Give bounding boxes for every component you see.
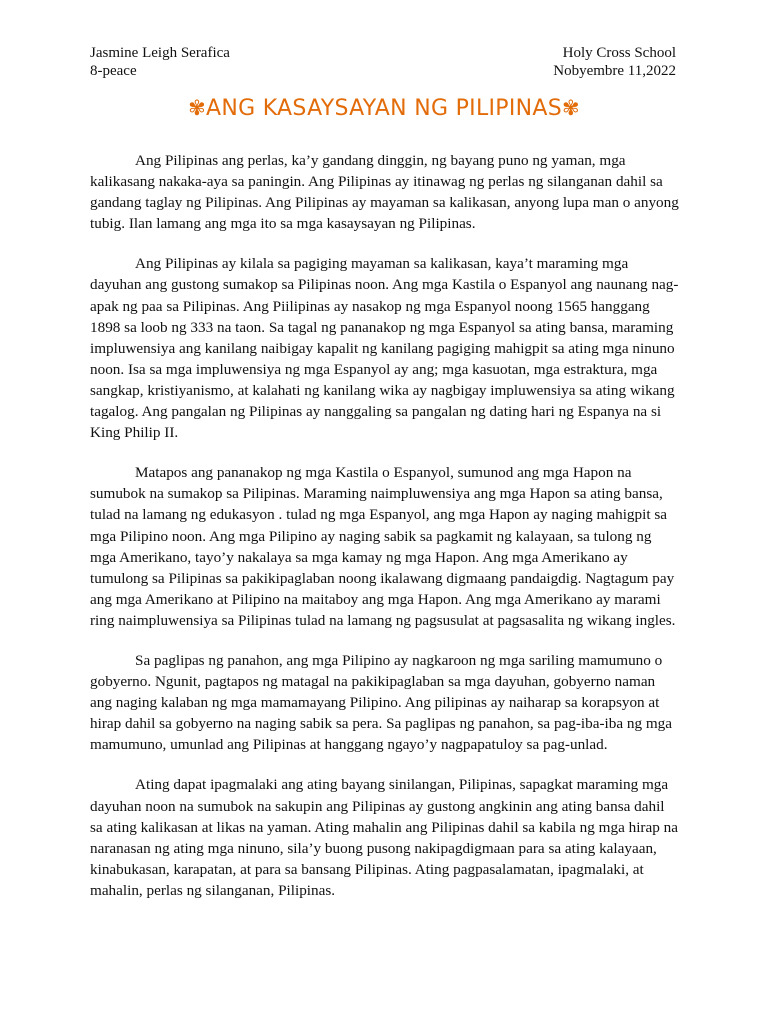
paragraph-5: Ating dapat ipagmalaki ang ating bayang sinilangan, Pilipinas, sapagkat maraming mga dayuhan noon na sumubok na sakupin ang Pilipinas ay gustong angkinin ang ating bansa dahil sa ating kalikasan at likas na yaman. Ating mahalin ang Pilipinas dahil sa kabila ng mga hirap na naranasan ng ating mga ninuno, sila’y buong pusong nakipagdigmaan para sa ating kalayaan, kinabukasan, karapatan, at para sa bansang Pilipinas. Ating pagpasalamatan, ipagmalaki, at mahalin, perlas ng silanganan, Pilipinas.	[90, 776, 678, 899]
flower-icon: ✾	[562, 96, 580, 120]
page-title	[0, 96, 768, 121]
school-name: Holy Cross School	[562, 45, 676, 61]
paragraph-4: Sa paglipas ng panahon, ang mga Pilipino ay nagkaroon ng mga sariling mamumuno o gobyerno. Ngunit, pagtapos ng matagal na pakikipaglaban sa mga dayuhan, gobyerno naman ang naging kalaban ng mga mamamayang Pilipino. Ang pilipinas ay naiharap sa korapsyon at hirap dahil sa gobyerno na naging sabik sa pera. Sa paglipas ng panahon, sa pag-iba-iba ng mga mamumuno, umunlad ang Pilipinas at hanggang ngayo’y nagpapatuloy sa pag-unlad.	[90, 651, 673, 754]
essay-body	[90, 150, 680, 920]
header-right	[553, 44, 676, 80]
paragraph-2: Ang Pilipinas ay kilala sa pagiging mayaman sa kalikasan, kaya’t maraming mga dayuhan ang gustong sumakop sa Pilipinas noon. Ang mga Kastila o Espanyol ang naunang nag-apak ng paa sa Pilipinas. Ang Piilipinas ay nasakop ng mga Espanyol noong 1565 hanggang 1898 sa loob ng 333 na taon. Sa tagal ng pananakop ng mga Espanyol sa ating bansa, maraming impluwensiya ang kanilang naibigay kapalit ng kanilang pagiging mahigpit sa ating mga ninuno noon. Isa sa mga impluwensiya ng mga Espanyol ay ang; mga kasuotan, mga estraktura, mga sangkap, kristiyanismo, at kalahati ng kanilang wika ay nagbigay impluwensiya sa ating wikang tagalog. Ang pangalan ng Pilipinas ay nanggaling sa pangalan ng dating hari ng Espanya na si King Philip II.	[90, 255, 679, 442]
document-header	[90, 44, 676, 80]
document-date: Nobyembre 11,2022	[553, 63, 676, 79]
paragraph-1: Ang Pilipinas ang perlas, ka’y gandang dinggin, ng bayang puno ng yaman, mga kalikasang nakaka-aya sa paningin. Ang Pilipinas ay itinawag ng perlas ng silanganan dahil sa gandang taglay ng Pilipinas. Ang Pilipinas ay mayaman sa kalikasan, anyong lupa man o anyong tubig. Ilan lamang ang mga ito sa mga kasaysayan ng Pilipinas.	[90, 152, 679, 233]
flower-icon: ✾	[188, 96, 206, 120]
class-section: 8-peace	[90, 63, 137, 79]
author-name: Jasmine Leigh Serafica	[90, 45, 230, 61]
header-left	[90, 44, 230, 80]
paragraph-3: Matapos ang pananakop ng mga Kastila o Espanyol, sumunod ang mga Hapon na sumubok na sumakop sa Pilipinas. Maraming naimpluwensiya ang mga Hapon sa ating bansa, tulad na lamang ng edukasyon . tulad ng mga Espanyol, ang mga Hapon ay naging mahigpit sa mga Pilipino noon. Ang mga Pilipino ay naging sabik sa pagkamit ng kalayaan, sa tulong ng mga Amerikano, tayo’y nakalaya sa mga kamay ng mga Hapon. Ang mga Amerikano ay tumulong sa Pilipinas sa pakikipaglaban noong ikalawang digmaang pandaigdig. Nagtagum pay ang mga Amerikano at Pilipino na maitaboy ang mga Hapon. Ang mga Amerikano ay marami ring naimpluwensiya sa Pilipinas tulad na lamang ng pagsusulat at pagsasalita ng wikang ingles.	[90, 464, 676, 629]
page-title-text: ANG KASAYSAYAN NG PILIPINAS	[205, 96, 563, 121]
